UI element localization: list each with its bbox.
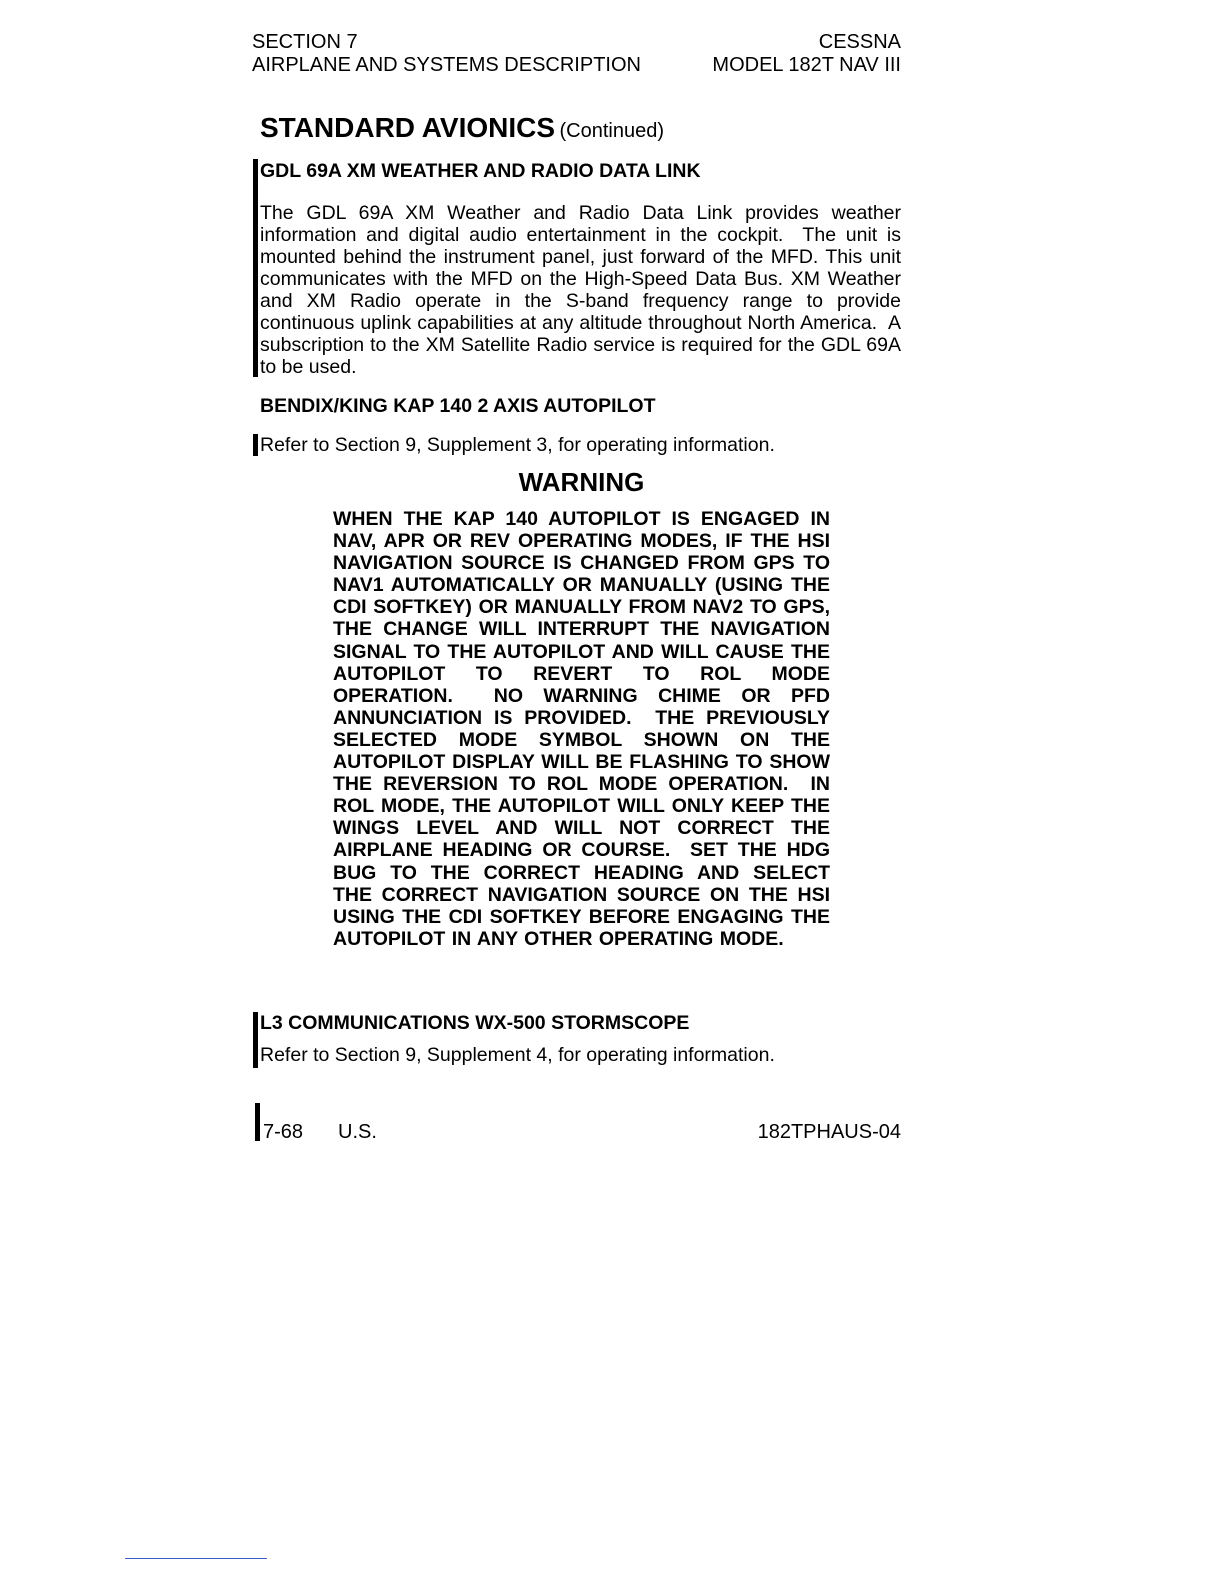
section-label: SECTION 7 (252, 31, 358, 53)
page-title-main: STANDARD AVIONICS (260, 112, 556, 143)
page-title (260, 112, 664, 144)
stormscope-heading: L3 COMMUNICATIONS WX-500 STORMSCOPE (260, 1012, 690, 1034)
revision-bar-gdl (253, 159, 258, 377)
autopilot-heading: BENDIX/KING KAP 140 2 AXIS AUTOPILOT (260, 395, 656, 417)
section-subtitle: AIRPLANE AND SYSTEMS DESCRIPTION (252, 54, 641, 76)
revision-bar-autopilot (253, 434, 258, 456)
gdl-heading: GDL 69A XM WEATHER AND RADIO DATA LINK (260, 160, 701, 182)
page-title-continued: (Continued) (559, 120, 665, 142)
country-label: U.S. (338, 1121, 377, 1143)
warning-title: WARNING (518, 467, 645, 497)
revision-bar-footer (255, 1103, 260, 1141)
page-number: 7-68 (263, 1121, 304, 1143)
bottom-rule (125, 1558, 267, 1559)
manufacturer-label: CESSNA (818, 31, 901, 53)
stormscope-reference: Refer to Section 9, Supplement 4, for operating information. (260, 1044, 775, 1066)
header-right (712, 31, 901, 77)
autopilot-reference: Refer to Section 9, Supplement 3, for operating information. (260, 434, 775, 456)
gdl-body: The GDL 69A XM Weather and Radio Data Link provides weather information and digital audio entertainment in the cockpit. The unit is mounted behind the instrument panel, just forward of the MFD. This unit communicates with the MFD on the High-Speed Data Bus. XM Weather and XM Radio operate in the S-band frequency range to provide continuous uplink capabilities at any altitude throughout North America. A subscription to the XM Satellite Radio service is required for the GDL 69A to be used. (260, 202, 901, 378)
warning-body: WHEN THE KAP 140 AUTOPILOT IS ENGAGED IN NAV, APR OR REV OPERATING MODES, IF THE HSI NAVIGATION SOURCE IS CHANGED FROM GPS TO NAV1 AUTOMATICALLY OR MANUALLY (USING THE CDI SOFTKEY) OR MANUALLY FROM NAV2 TO GPS, THE CHANGE WILL INTERRUPT THE NAVIGATION SIGNAL TO THE AUTOPILOT AND WILL CAUSE THE AUTOPILOT TO REVERT TO ROL MODE OPERATION. NO WARNING CHIME OR PFD ANNUNCIATION IS PROVIDED. THE PREVIOUSLY SELECTED MODE SYMBOL SHOWN ON THE AUTOPILOT DISPLAY WILL BE FLASHING TO SHOW THE REVERSION TO ROL MODE OPERATION. IN ROL MODE, THE AUTOPILOT WILL ONLY KEEP THE WINGS LEVEL AND WILL NOT CORRECT THE AIRPLANE HEADING OR COURSE. SET THE HDG BUG TO THE CORRECT HEADING AND SELECT THE CORRECT NAVIGATION SOURCE ON THE HSI USING THE CDI SOFTKEY BEFORE ENGAGING THE AUTOPILOT IN ANY OTHER OPERATING MODE. (333, 508, 830, 950)
header-left (252, 31, 641, 77)
revision-bar-stormscope (253, 1012, 258, 1068)
document-number: 182TPHAUS-04 (757, 1121, 901, 1143)
model-label: MODEL 182T NAV III (712, 54, 901, 76)
